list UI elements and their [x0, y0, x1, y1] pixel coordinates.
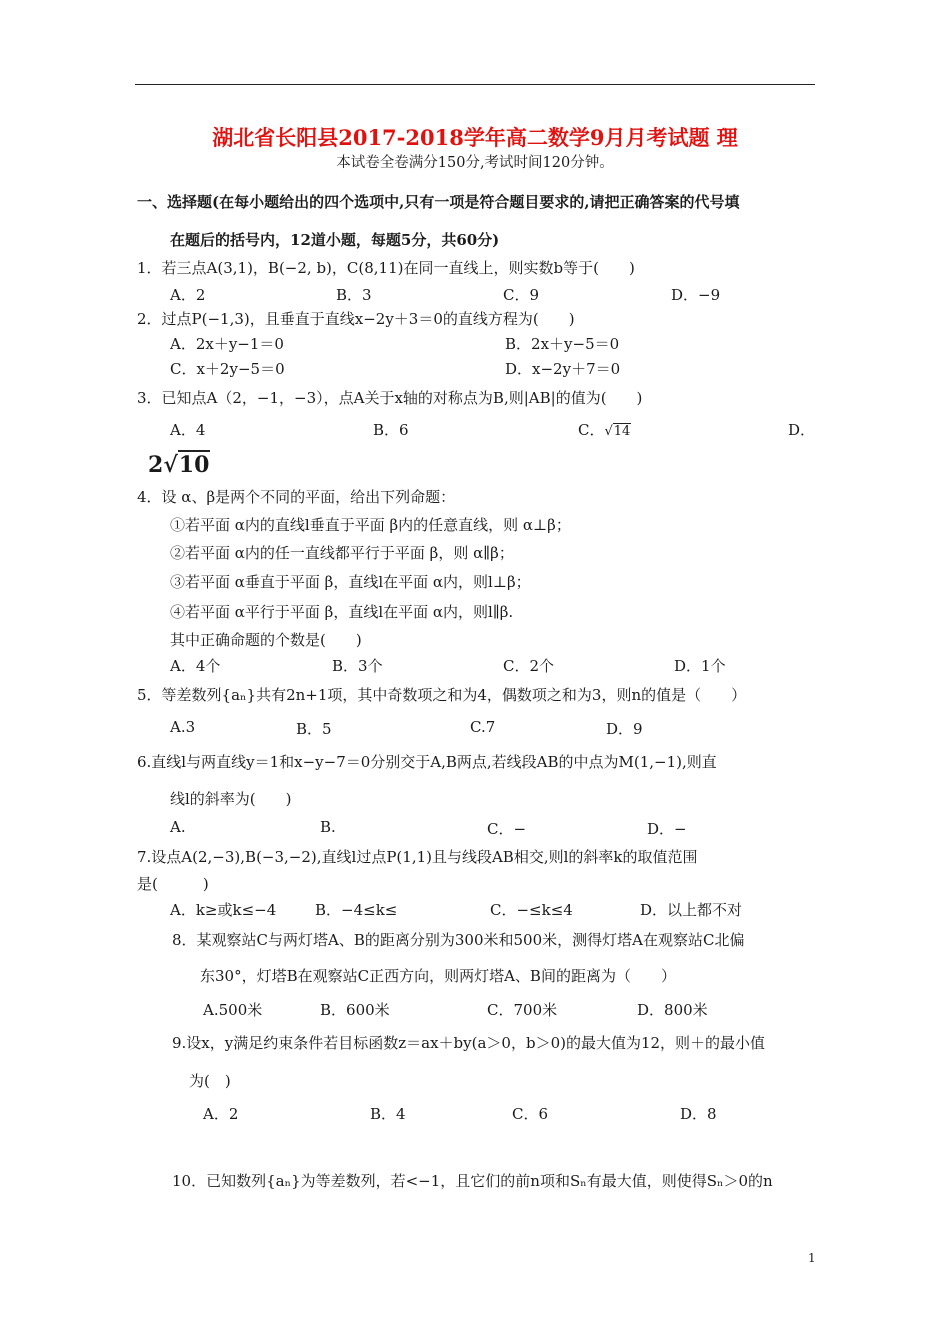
question-4-option-a: A．4个	[170, 657, 221, 675]
question-3-option-b: B．6	[373, 421, 409, 439]
question-8-option-d: D．800米	[637, 1001, 708, 1019]
sqrt-symbol: √10	[163, 452, 210, 478]
question-7-stem-line1: 7.设点A(2,−3),B(−3,−2),直线l过点P(1,1)且与线段AB相交,则l的斜率k的取值范围	[137, 848, 698, 866]
question-4-proposition-1: ①若平面 α内的直线l垂直于平面 β内的任意直线，则 α⊥β；	[170, 516, 571, 534]
question-9-option-b: B．4	[370, 1105, 406, 1123]
exam-subtitle: 本试卷全卷满分150分,考试时间120分钟。	[336, 155, 614, 171]
question-8-stem-line1: 8．某观察站C与两灯塔A、B的距离分别为300米和500米，测得灯塔A在观察站C北偏	[172, 931, 745, 949]
question-3-option-c-radicand: 14	[613, 424, 631, 439]
question-6-option-c: C．−	[487, 820, 527, 838]
question-7-option-c: C．−≤k≤4	[490, 901, 573, 919]
question-5-option-c: C.7	[470, 718, 496, 736]
question-3-option-c	[578, 419, 631, 440]
question-2-option-b: B．2x＋y−5＝0	[505, 335, 620, 353]
question-9-stem-line1: 9.设x，y满足约束条件若目标函数z＝ax＋by(a＞0，b＞0)的最大值为12，则＋的最小值	[172, 1034, 766, 1052]
question-5-stem: 5．等差数列{aₙ}共有2n+1项，其中奇数项之和为4，偶数项之和为3，则n的值是（ ）	[137, 686, 747, 704]
question-6-stem-line2: 线l的斜率为( )	[170, 790, 292, 808]
question-8-option-a: A.500米	[203, 1001, 263, 1019]
question-3-option-d-radicand: 10	[178, 452, 210, 478]
question-1-option-b: B．3	[336, 286, 372, 304]
question-7-stem-line2: 是( )	[137, 875, 209, 893]
question-4-ask: 其中正确命题的个数是( )	[170, 631, 362, 649]
question-9-option-d: D．8	[680, 1105, 717, 1123]
question-4-proposition-3: ③若平面 α垂直于平面 β，直线l在平面 α内，则l⊥β；	[170, 573, 531, 591]
question-3-option-d: D．	[788, 421, 816, 439]
question-8-option-c: C．700米	[487, 1001, 558, 1019]
question-9-option-a: A．2	[203, 1105, 239, 1123]
sqrt-symbol: √14	[604, 424, 631, 439]
question-3-option-c-label: C．	[578, 421, 605, 439]
question-4-option-d: D．1个	[674, 657, 726, 675]
question-5-option-d: D．9	[606, 720, 643, 738]
question-8-stem-line2: 东30°，灯塔B在观察站C正西方向，则两灯塔A、B间的距离为（ ）	[200, 967, 676, 985]
question-4-proposition-2: ②若平面 α内的任一直线都平行于平面 β，则 α∥β；	[170, 544, 514, 562]
question-5-option-b: B．5	[296, 720, 332, 738]
question-5-option-a: A.3	[170, 718, 196, 736]
question-3-option-d-coef: 2	[148, 452, 164, 478]
question-7-option-a: A．k≥或k≤−4	[170, 901, 277, 919]
question-10-stem: 10．已知数列{aₙ}为等差数列，若<−1，且它们的前n项和Sₙ有最大值，则使得Sₙ＞0的n	[172, 1172, 773, 1190]
question-9-stem-line2: 为( )	[189, 1072, 231, 1090]
question-6-option-b: B.	[320, 818, 336, 836]
question-4-option-c: C．2个	[503, 657, 555, 675]
question-2-option-a: A．2x＋y−1＝0	[170, 335, 284, 353]
question-4-stem: 4．设 α、β是两个不同的平面，给出下列命题：	[137, 488, 456, 506]
question-4-option-b: B．3个	[332, 657, 383, 675]
question-2-stem: 2．过点P(−1,3)，且垂直于直线x−2y＋3＝0的直线方程为( )	[137, 310, 575, 328]
question-1-option-d: D．−9	[671, 286, 721, 304]
question-6-option-d: D．−	[647, 820, 687, 838]
question-7-option-d: D．以上都不对	[640, 901, 743, 919]
question-6-stem-line1: 6.直线l与两直线y＝1和x−y−7＝0分别交于A,B两点,若线段AB的中点为M(1,−1),则直	[137, 753, 717, 771]
section-heading-line2: 在题后的括号内，12道小题，每题5分，共60分)	[170, 231, 500, 249]
question-2-option-d: D．x−2y＋7＝0	[505, 360, 621, 378]
question-3-stem: 3．已知点A（2，−1，−3），点A关于x轴的对称点为B,则|AB|的值为( )	[137, 389, 643, 407]
exam-title: 湖北省长阳县2017-2018学年高二数学9月月考试题 理	[212, 125, 738, 150]
question-3-option-d-value	[148, 452, 210, 478]
question-1-option-a: A．2	[170, 286, 206, 304]
section-heading-line1: 一、选择题(在每小题给出的四个选项中,只有一项是符合题目要求的,请把正确答案的代号填	[137, 193, 740, 211]
page-number: 1	[808, 1251, 816, 1265]
question-1-stem: 1．若三点A(3,1)，B(−2, b)，C(8,11)在同一直线上，则实数b等于( )	[137, 259, 635, 277]
question-4-proposition-4: ④若平面 α平行于平面 β，直线l在平面 α内，则l∥β.	[170, 603, 514, 621]
question-3-option-a: A．4	[170, 421, 206, 439]
question-9-option-c: C．6	[512, 1105, 549, 1123]
question-6-option-a: A.	[170, 818, 186, 836]
header-rule	[135, 84, 815, 85]
question-1-option-c: C．9	[503, 286, 540, 304]
question-8-option-b: B．600米	[320, 1001, 390, 1019]
question-7-option-b: B．−4≤k≤	[315, 901, 398, 919]
question-2-option-c: C．x＋2y−5＝0	[170, 360, 285, 378]
